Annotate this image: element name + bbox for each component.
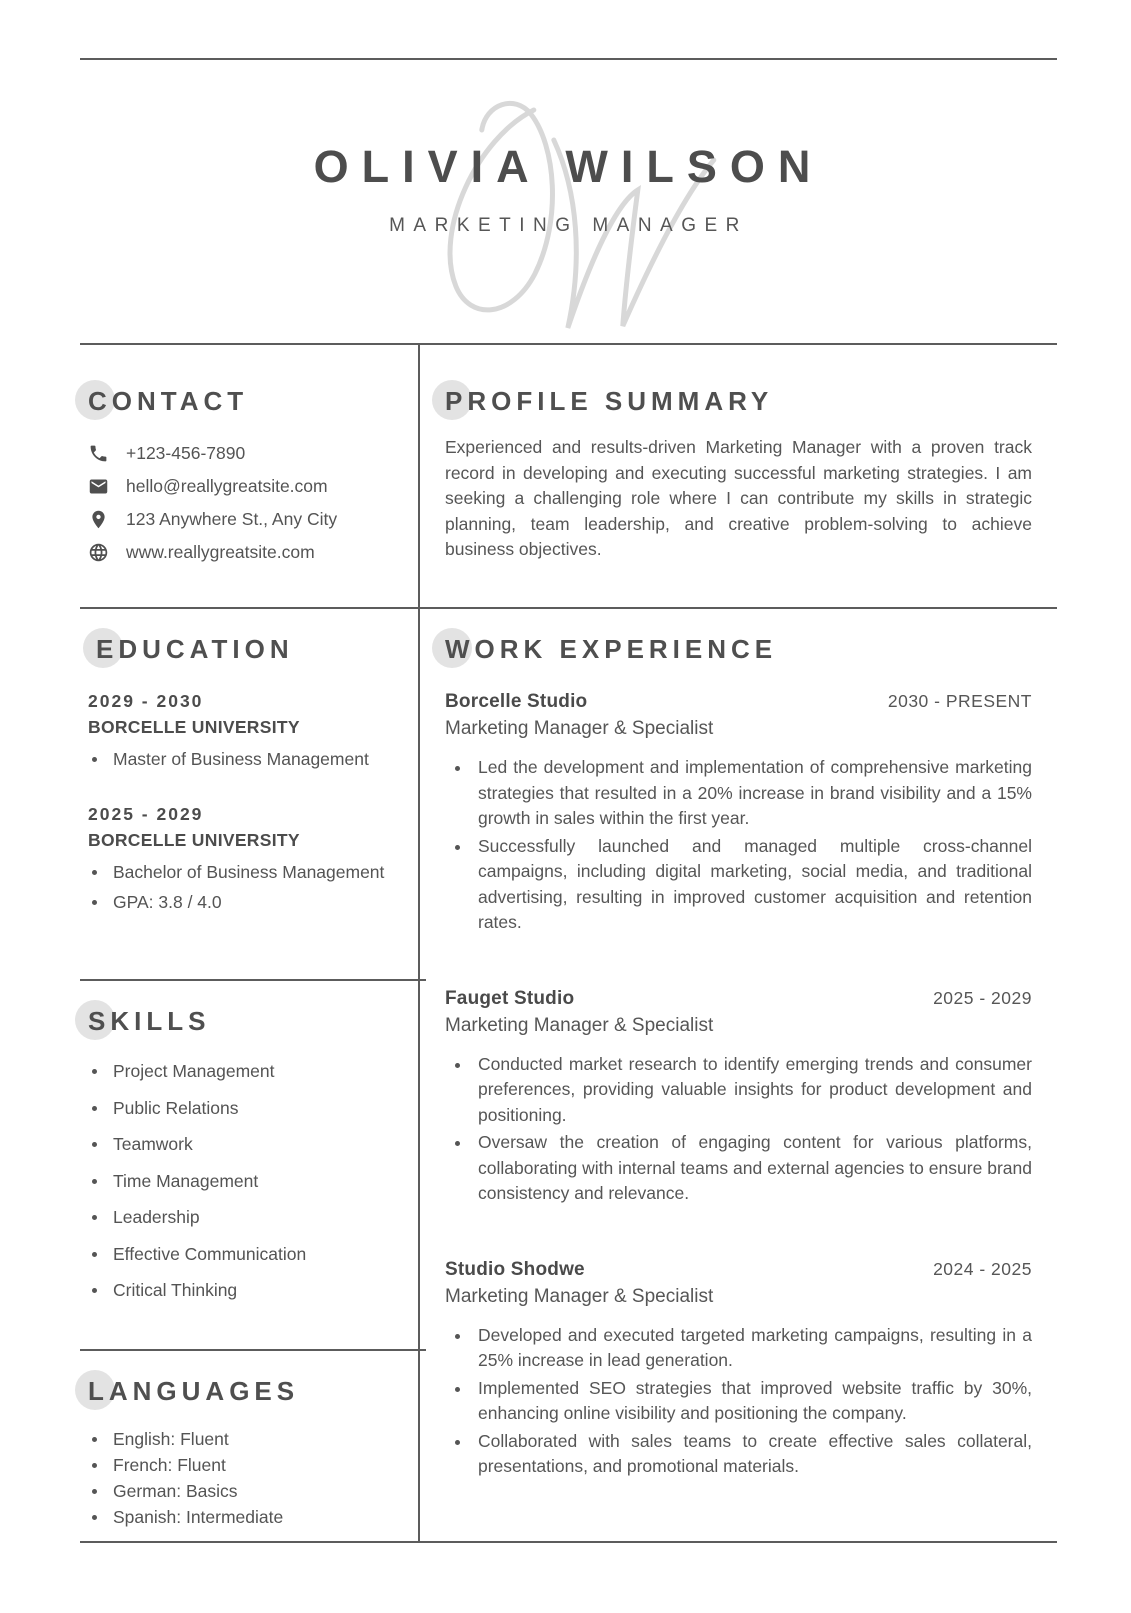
job-dates: 2024 - 2025 [933,1258,1032,1279]
main-column [420,345,1057,607]
bullet-dot [92,1142,97,1147]
job-entry [445,1259,1032,1480]
bullet-dot [92,900,97,905]
website-url: www.reallygreatsite.com [126,542,315,562]
bullet-dot [92,1069,97,1074]
list-item [88,1278,426,1302]
band-contact-profile [80,343,1057,609]
job-role: Marketing Manager & Specialist [445,1014,714,1036]
bullet-dot [92,1179,97,1184]
profile-summary-text: Experienced and results-driven Marketing Manager with a proven track record in developing and executing successful marketing strategies. I am seeking a challenging role where I can contribute my skills in strategic planning, team leadership, and creative problem-solving to achieve business objectives. [445,437,1032,559]
job-dates: 2030 - PRESENT [887,691,1032,711]
list-item [88,1479,426,1503]
skill: Project Management [113,1061,275,1081]
street-address: 123 Anywhere St., Any City [126,509,338,529]
job-header [445,988,1032,1010]
list-item [88,747,426,771]
job-bullet-list [445,755,1032,936]
job-dates: 2025 - 2029 [933,987,1032,1008]
bullet-dot [455,1387,460,1392]
work-experience-column [420,609,1057,1541]
header [80,60,1057,343]
job-company: Fauget Studio [445,987,575,1009]
bullet-dot [455,1334,460,1339]
job-bullet-list [445,1052,1032,1207]
bullet-dot [92,1515,97,1520]
education-section [80,633,426,981]
name-heading: OLIVIA WILSON [313,141,824,192]
bullet-dot [92,1106,97,1111]
skills-heading-label: SKILLS [88,1006,211,1036]
list-item [445,1323,1032,1374]
bullet-dot [92,757,97,762]
education-dates: 2025 - 2029 [88,804,204,824]
work-experience-heading [445,633,1032,665]
job-company: Borcelle Studio [445,691,588,712]
bullet-dot [455,845,460,850]
list-item [445,1376,1032,1427]
education-heading-label: EDUCATION [96,634,294,664]
list-item [445,755,1032,832]
job-header [445,1259,1032,1281]
contact-item-address [88,509,408,530]
job-role: Marketing Manager & Specialist [445,1285,714,1307]
job-company: Studio Shodwe [445,1258,585,1280]
languages-heading-label: LANGUAGES [88,1376,300,1406]
list-item [445,1429,1032,1480]
contact-heading [88,385,408,417]
phone-number: +123-456-7890 [126,443,246,463]
list-item [88,1505,426,1529]
education-degree: Master of Business Management [113,749,369,769]
work-experience-heading-label: WORK EXPERIENCE [445,634,778,664]
list-item [445,1052,1032,1129]
work-experience-section [445,633,1032,1480]
bullet-dot [455,1141,460,1146]
profile-summary-heading [445,385,1032,417]
contact-list [88,443,408,563]
education-heading [96,633,426,665]
job-achievement: Implemented SEO strategies that improved website traffic by 30%, enhancing online visibility and positioning the company. [478,1377,1032,1423]
education-entry [88,691,426,771]
bullet-dot [92,1463,97,1468]
job-header [445,691,1032,713]
email-icon [88,476,109,497]
job-bullet-list [445,1323,1032,1480]
email-address: hello@reallygreatsite.com [126,476,328,496]
job-achievement: Collaborated with sales teams to create effective sales collateral, presentations, and promotional materials. [478,1430,1032,1476]
contact-item-email [88,476,408,497]
skills-list [88,1059,426,1302]
sidebar-lower [80,609,420,1541]
language: Spanish: Intermediate [113,1507,284,1527]
sidebar [80,345,420,607]
education-school: BORCELLE UNIVERSITY [88,830,300,850]
profile-summary-heading-label: PROFILE SUMMARY [445,386,774,416]
contact-section [88,385,418,563]
list-item [88,1096,426,1120]
job-entry [445,988,1032,1207]
list-item [88,1059,426,1083]
job-achievement: Oversaw the creation of engaging content for various platforms, collaborating with internal teams and external agencies to ensure brand consistency and relevance. [478,1132,1032,1203]
bullet-dot [92,1489,97,1494]
bullet-dot [92,1215,97,1220]
contact-item-phone [88,443,408,464]
languages-heading [88,1375,426,1407]
skill: Effective Communication [113,1243,307,1264]
job-title: MARKETING MANAGER [389,215,748,236]
job-achievement: Developed and executed targeted marketing campaigns, resulting in a 25% increase in lead generation. [478,1324,1032,1370]
list-item [88,1205,426,1229]
languages-list [88,1427,426,1529]
list-item [88,1169,426,1193]
skill: Time Management [113,1170,259,1191]
contact-heading-label: CONTACT [88,386,249,416]
education-degree: Bachelor of Business Management [113,862,385,882]
contact-item-website [88,542,408,563]
language: German: Basics [113,1481,238,1501]
education-detail-list [88,747,426,771]
skill: Public Relations [113,1097,239,1118]
list-item [88,860,426,884]
bullet-dot [92,1437,97,1442]
job-role: Marketing Manager & Specialist [445,718,714,739]
education-entry [88,804,426,914]
skills-section [80,1005,426,1351]
education-gpa: GPA: 3.8 / 4.0 [113,892,222,912]
list-item [88,890,426,914]
skill: Critical Thinking [113,1280,238,1300]
list-item [445,834,1032,936]
list-item [88,1427,426,1451]
skill: Teamwork [113,1134,193,1154]
job-achievement: Conducted market research to identify emerging trends and consumer preferences, providing valuable insights for product development and positioning. [478,1053,1032,1125]
skill: Leadership [113,1207,200,1227]
location-pin-icon [88,509,109,530]
skills-heading [88,1005,426,1037]
list-item [88,1242,426,1266]
band-education-work [80,609,1057,1543]
bullet-dot [455,1440,460,1445]
list-item [88,1132,426,1156]
language: French: Fluent [113,1455,226,1475]
profile-summary-section [445,385,1032,563]
list-item [445,1130,1032,1207]
languages-section [80,1375,426,1613]
bullet-dot [455,766,460,771]
job-achievement: Successfully launched and managed multiple cross-channel campaigns, including digital marketing, social media, and traditional advertising, resulting in improved customer acquisition and retention rates. [478,835,1032,932]
bullet-dot [92,870,97,875]
education-school: BORCELLE UNIVERSITY [88,717,300,737]
bullet-dot [92,1288,97,1293]
phone-icon [88,443,109,464]
job-entry [445,691,1032,936]
education-detail-list [88,860,426,914]
globe-icon [88,542,109,563]
education-dates: 2029 - 2030 [88,691,204,711]
list-item [88,1453,426,1477]
bullet-dot [455,1063,460,1068]
job-achievement: Led the development and implementation of comprehensive marketing strategies that resulted in a 20% increase in brand visibility and a 15% growth in sales within the first year. [478,757,1032,828]
language: English: Fluent [113,1429,229,1449]
bullet-dot [92,1252,97,1257]
